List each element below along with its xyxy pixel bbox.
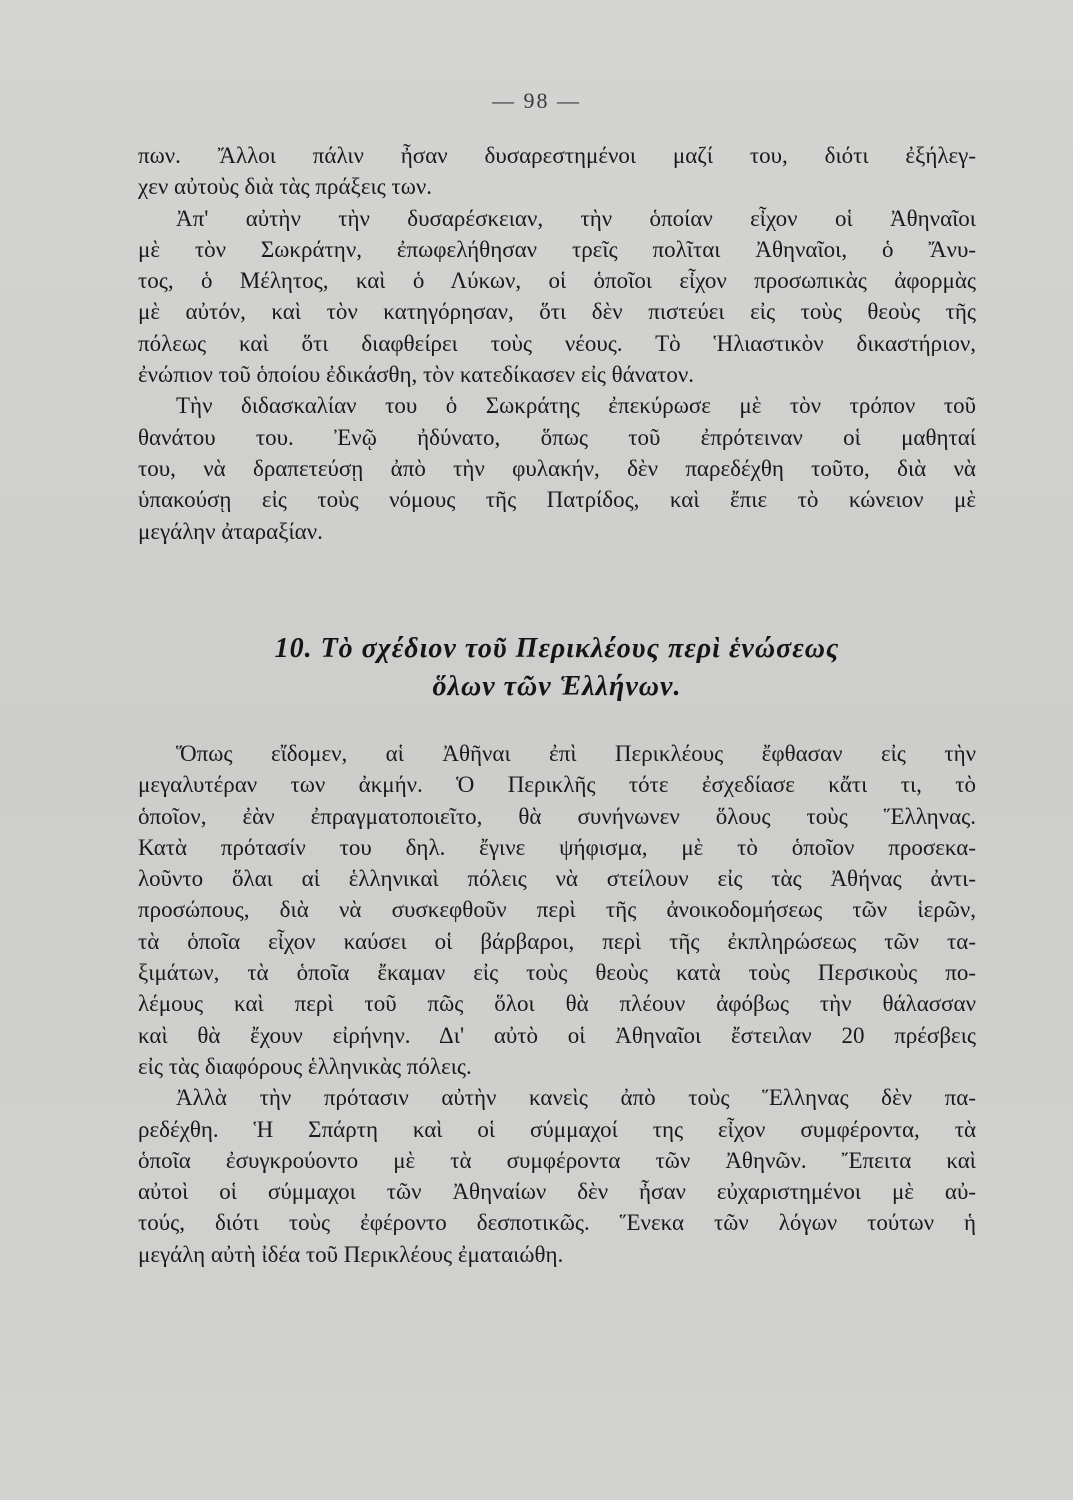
text-line: τος, ὁ Μέλητος, καὶ ὁ Λύκων, οἱ ὁποῖοι εἶχον προσωπικὰς ἀφορμὰς: [138, 268, 976, 294]
text-line: μὲ τὸν Σωκράτην, ἐπωφελήθησαν τρεῖς πολῖται Ἀθηναῖοι, ὁ Ἄνυ-: [138, 236, 976, 262]
text-line: του, νὰ δραπετεύσῃ ἀπὸ τὴν φυλακήν, δὲν παρεδέχθη τοῦτο, διὰ νὰ: [138, 455, 976, 481]
section-heading: [138, 630, 976, 706]
page-number: — 98 —: [492, 88, 581, 113]
text-line: Ἀλλὰ τὴν πρότασιν αὐτὴν κανεὶς ἀπὸ τοὺς Ἕλληνας δὲν πα-: [176, 1085, 976, 1111]
text-line: Τὴν διδασκαλίαν του ὁ Σωκράτης ἐπεκύρωσε μὲ τὸν τρόπον τοῦ: [176, 393, 976, 419]
text-line: μεγάλη αὐτὴ ἰδέα τοῦ Περικλέους ἐματαιώθη.: [138, 1241, 564, 1267]
text-line: πων. Ἄλλοι πάλιν ἦσαν δυσαρεστημένοι μαζί του, διότι ἐξήλεγ-: [138, 143, 976, 168]
text-line: ὁποῖον, ἐὰν ἐπραγματοποιεῖτο, θὰ συνήνωνεν ὅλους τοὺς Ἕλληνας.: [138, 803, 976, 829]
text-line: λέμους καὶ περὶ τοῦ πῶς ὅλοι θὰ πλέουν ἀφόβως τὴν θάλασσαν: [138, 991, 976, 1017]
text-line: Ὅπως εἴδομεν, αἱ Ἀθῆναι ἐπὶ Περικλέους ἔφθασαν εἰς τὴν: [176, 741, 976, 766]
text-line: ὁποῖα ἐσυγκρούοντο μὲ τὰ συμφέροντα τῶν Ἀθηνῶν. Ἔπειτα καὶ: [138, 1147, 976, 1173]
section-title-line-2: ὅλων τῶν Ἑλλήνων.: [432, 671, 682, 702]
text-line: Κατὰ πρότασίν του δηλ. ἔγινε ψήφισμα, μὲ τὸ ὁποῖον προσεκα-: [138, 834, 976, 860]
text-line: Ἀπ' αὐτὴν τὴν δυσαρέσκειαν, τὴν ὁποίαν εἶχον οἱ Ἀθηναῖοι: [176, 205, 976, 231]
text-line: λοῦντο ὅλαι αἱ ἑλληνικαὶ πόλεις νὰ στείλουν εἰς τὰς Ἀθήνας ἀντι-: [138, 866, 976, 892]
text-line: θανάτου του. Ἐνῷ ἠδύνατο, ὅπως τοῦ ἐπρότειναν οἱ μαθηταί: [138, 424, 976, 450]
text-line: μεγάλην ἀταραξίαν.: [138, 518, 323, 544]
text-line: τούς, διότι τοὺς ἐφέροντο δεσποτικῶς. Ἕνεκα τῶν λόγων τούτων ἡ: [138, 1210, 976, 1236]
section-title-line-1: 10. Τὸ σχέδιον τοῦ Περικλέους περὶ ἑνώσεως: [274, 633, 840, 664]
text-line: εἰς τὰς διαφόρους ἑλληνικὰς πόλεις.: [138, 1053, 472, 1079]
text-line: προσώπους, διὰ νὰ συσκεφθοῦν περὶ τῆς ἀνοικοδομήσεως τῶν ἱερῶν,: [138, 897, 976, 923]
text-line: ξιμάτων, τὰ ὁποῖα ἔκαμαν εἰς τοὺς θεοὺς κατὰ τοὺς Περσικοὺς πο-: [138, 960, 976, 986]
text-line: μεγαλυτέραν των ἀκμήν. Ὁ Περικλῆς τότε ἐσχεδίασε κἄτι τι, τὸ: [138, 772, 976, 798]
text-line: πόλεως καὶ ὅτι διαφθείρει τοὺς νέους. Τὸ Ἡλιαστικὸν δικαστήριον,: [138, 330, 976, 356]
text-line: ὑπακούσῃ εἰς τοὺς νόμους τῆς Πατρίδος, καὶ ἔπιε τὸ κώνειον μὲ: [138, 487, 976, 513]
text-block-pericles: [138, 738, 976, 1270]
text-line: μὲ αὐτόν, καὶ τὸν κατηγόρησαν, ὅτι δὲν πιστεύει εἰς τοὺς θεοὺς τῆς: [138, 299, 976, 325]
text-block-socrates: [138, 140, 976, 547]
text-line: ἐνώπιον τοῦ ὁποίου ἐδικάσθη, τὸν κατεδίκασεν εἰς θάνατον.: [138, 362, 695, 388]
text-line: καὶ θὰ ἔχουν εἰρήνην. Δι' αὐτὸ οἱ Ἀθηναῖοι ἔστειλαν 20 πρέσβεις: [138, 1022, 976, 1048]
text-line: ρεδέχθη. Ἡ Σπάρτη καὶ οἱ σύμμαχοί της εἶχον συμφέροντα, τὰ: [138, 1116, 976, 1142]
text-line: χεν αὐτοὺς διὰ τὰς πράξεις των.: [138, 174, 433, 200]
text-line: αὐτοὶ οἱ σύμμαχοι τῶν Ἀθηναίων δὲν ἦσαν εὐχαριστημένοι μὲ αὐ-: [138, 1179, 976, 1205]
text-line: τὰ ὁποῖα εἶχον καύσει οἱ βάρβαροι, περὶ τῆς ἐκπληρώσεως τῶν τα-: [138, 928, 976, 954]
